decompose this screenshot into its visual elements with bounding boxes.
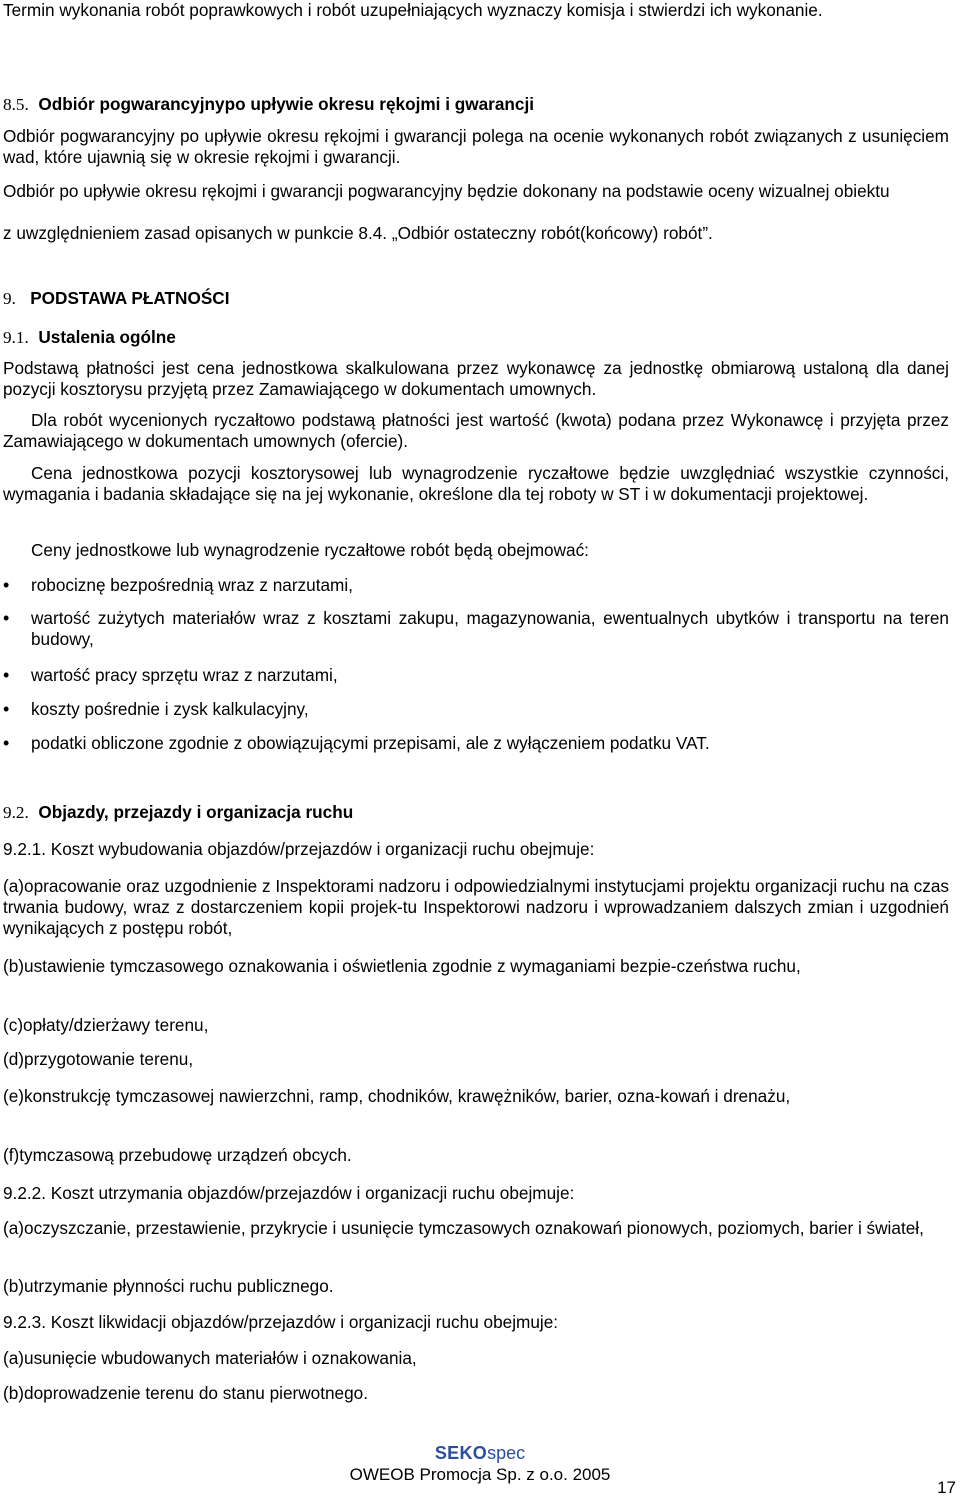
list-item-9-2-3-a: [3, 1348, 417, 1369]
footer-company: OWEOB Promocja Sp. z o.o. 2005: [349, 1465, 611, 1484]
list-item-9-2-2-a: [3, 1218, 949, 1239]
section-title: Objazdy, przejazdy i organizacja ruchu: [38, 802, 354, 822]
list-item-9-2-1-a: [3, 876, 949, 939]
section-9-heading: [3, 288, 229, 309]
list-text: utrzymanie płynności ruchu publicznego.: [24, 1276, 334, 1296]
logo-light-text: spec: [487, 1443, 526, 1463]
bullet-icon: [3, 699, 31, 720]
bullet-item: [3, 733, 949, 754]
section-title: Ustalenia ogólne: [38, 327, 176, 347]
logo-bold-text: SEKO: [434, 1443, 488, 1463]
list-item-9-2-1-b: [3, 956, 949, 977]
bullet-item: [3, 665, 949, 686]
section-8-5-heading: [3, 94, 534, 115]
bullet-item: [3, 575, 949, 596]
bullet-text: robociznę bezpośrednią wraz z narzutami,: [31, 575, 353, 595]
list-item-9-2-1-c: [3, 1015, 208, 1036]
section-9-1-paragraph-4: Ceny jednostkowe lub wynagrodzenie ryczałtowe robót będą obejmować:: [31, 540, 589, 560]
bullet-icon: [3, 575, 31, 596]
list-label: (e): [3, 1086, 25, 1106]
list-text: opracowanie oraz uzgodnienie z Inspektorami nadzoru i odpowiedzialnymi instytucjami projektu organizacji ruchu na czas trwania budowy, wraz z dostarczeniem kopii projek-tu Inspektorowi nadzoru i wprowadzaniem dalszych zmian i uzgodnień wynikających z postępu robót,: [3, 876, 949, 938]
list-label: (b): [3, 1276, 25, 1296]
section-9-1-paragraph-1: Podstawą płatności jest cena jednostkowa skalkulowana przez wykonawcę za jednostkę obmiarową ustaloną dla danej pozycji kosztorysu przyjętą przez Zamawiającego w dokumentach umownych.: [3, 358, 949, 399]
subsection-9-2-3-heading: 9.2.3. Koszt likwidacji objazdów/przejazdów i organizacji ruchu obejmuje:: [3, 1312, 559, 1332]
section-number: 9.1.: [3, 328, 29, 347]
bullet-item: [3, 608, 949, 650]
list-text: tymczasową przebudowę urządzeń obcych.: [19, 1145, 352, 1165]
bullet-icon: [3, 665, 31, 686]
list-text: doprowadzenie terenu do stanu pierwotnego.: [24, 1383, 369, 1403]
list-text: opłaty/dzierżawy terenu,: [23, 1015, 209, 1035]
list-text: usunięcie wbudowanych materiałów i oznakowania,: [24, 1348, 417, 1368]
list-item-9-2-3-b: [3, 1383, 368, 1404]
list-label: (a): [3, 876, 25, 896]
intro-paragraph: Termin wykonania robót poprawkowych i robót uzupełniających wyznaczy komisja i stwierdzi ich wykonanie.: [3, 0, 823, 20]
list-text: konstrukcję tymczasowej nawierzchni, ramp, chodników, krawężników, barier, ozna-kowań i drenażu,: [24, 1086, 791, 1106]
section-9-2-heading: [3, 802, 353, 823]
section-9-1-paragraph-3: Cena jednostkowa pozycji kosztorysowej lub wynagrodzenie ryczałtowe będzie uwzględniać wszystkie czynności, wymagania i badania składające się na jej wykonanie, określone dla tej roboty w ST i w dokumentacji projektowej.: [3, 463, 949, 504]
bullet-text: koszty pośrednie i zysk kalkulacyjny,: [31, 699, 309, 719]
list-label: (d): [3, 1049, 25, 1069]
section-8-5-paragraph-3: z uwzględnieniem zasad opisanych w punkcie 8.4. „Odbiór ostateczny robót(końcowy) robót”.: [3, 223, 713, 243]
list-item-9-2-1-d: [3, 1049, 193, 1070]
bullet-icon: [3, 608, 31, 629]
list-text: ustawienie tymczasowego oznakowania i oświetlenia zgodnie z wymaganiami bezpie-czeństwa ruchu,: [24, 956, 801, 976]
bullet-item: [3, 699, 949, 720]
footer-logo: [0, 1443, 960, 1464]
bullet-text: wartość zużytych materiałów wraz z kosztami zakupu, magazynowania, ewentualnych ubytków i transportu na teren budowy,: [31, 608, 949, 649]
list-text: przygotowanie terenu,: [24, 1049, 194, 1069]
list-text: oczyszczanie, przestawienie, przykrycie i usunięcie tymczasowych oznakowań pionowych, poziomych, barier i świateł,: [24, 1218, 924, 1238]
section-number: 9.: [3, 289, 16, 308]
bullet-text: podatki obliczone zgodnie z obowiązującymi przepisami, ale z wyłączeniem podatku VAT.: [31, 733, 710, 753]
bullet-text: wartość pracy sprzętu wraz z narzutami,: [31, 665, 338, 685]
section-8-5-paragraph-1: Odbiór pogwarancyjny po upływie okresu rękojmi i gwarancji polega na ocenie wykonanych robót związanych z usunięciem wad, które ujawnią się w okresie rękojmi i gwarancji.: [3, 126, 949, 167]
list-label: (f): [3, 1145, 20, 1165]
list-label: (b): [3, 1383, 25, 1403]
list-item-9-2-2-b: [3, 1276, 334, 1297]
section-number: 8.5.: [3, 95, 29, 114]
subsection-9-2-2-heading: 9.2.2. Koszt utrzymania objazdów/przejazdów i organizacji ruchu obejmuje:: [3, 1183, 575, 1203]
section-title: PODSTAWA PŁATNOŚCI: [30, 288, 230, 308]
subsection-9-2-1-heading: 9.2.1. Koszt wybudowania objazdów/przejazdów i organizacji ruchu obejmuje:: [3, 839, 595, 859]
list-label: (a): [3, 1348, 25, 1368]
list-label: (b): [3, 956, 25, 976]
bullet-icon: [3, 733, 31, 754]
list-item-9-2-1-f: [3, 1145, 352, 1166]
section-9-1-paragraph-2: Dla robót wycenionych ryczałtowo podstawą płatności jest wartość (kwota) podana przez Wykonawcę i przyjęta przez Zamawiającego w dokumentach umownych (ofercie).: [3, 410, 949, 451]
list-label: (c): [3, 1015, 24, 1035]
section-number: 9.2.: [3, 803, 29, 822]
list-label: (a): [3, 1218, 25, 1238]
section-title: Odbiór pogwarancyjnypo upływie okresu rękojmi i gwarancji: [38, 94, 535, 114]
section-8-5-paragraph-2: Odbiór po upływie okresu rękojmi i gwarancji pogwarancyjny będzie dokonany na podstawie oceny wizualnej obiektu: [3, 181, 890, 201]
page-number: 17: [937, 1478, 956, 1497]
list-item-9-2-1-e: [3, 1086, 949, 1107]
section-9-1-heading: [3, 327, 176, 348]
